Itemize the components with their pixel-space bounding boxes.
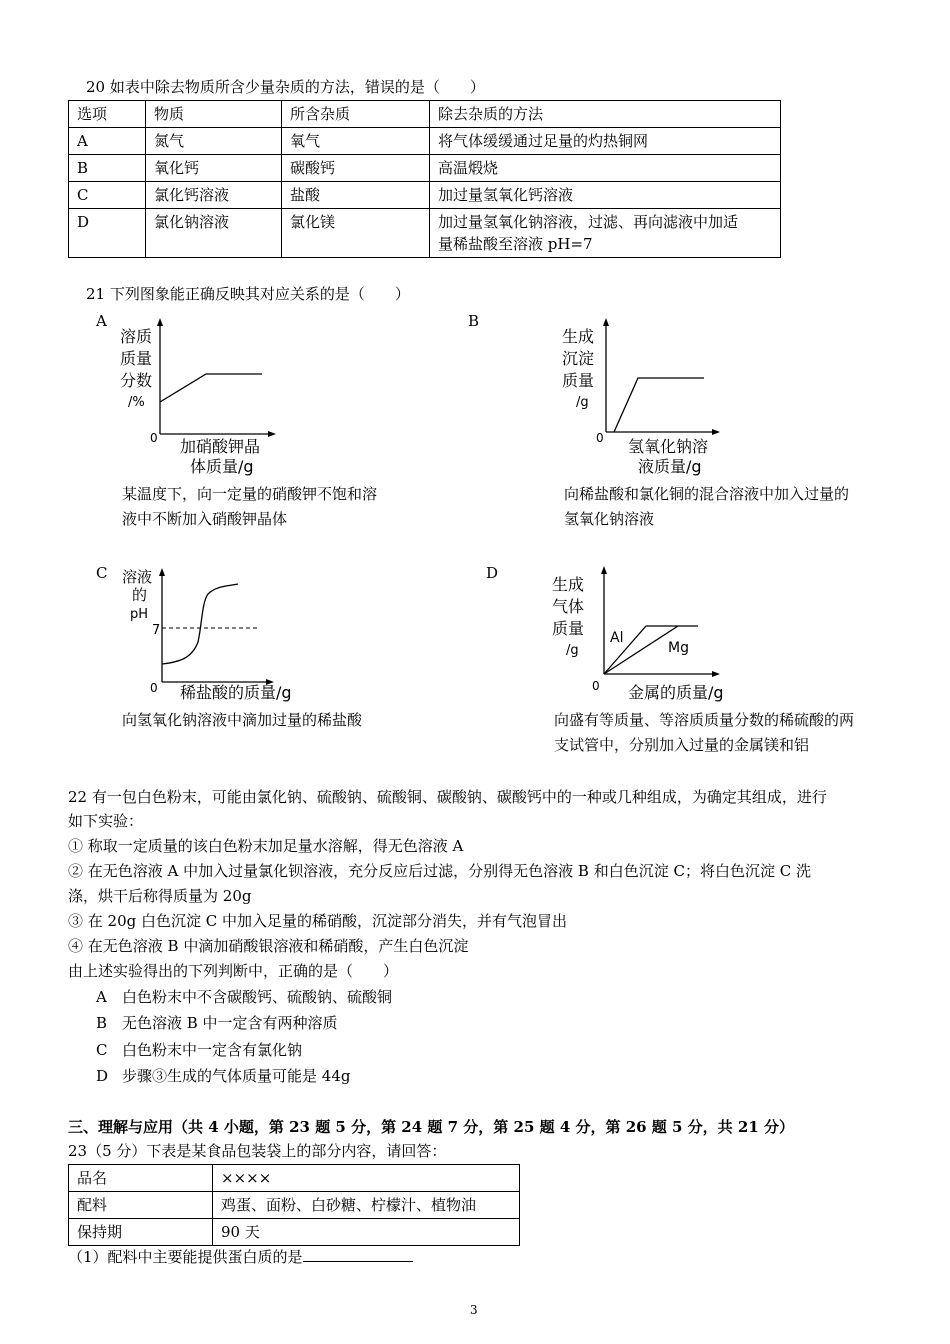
graph-d-al-label: Al — [610, 630, 624, 646]
graph-d-ylabel-3: 质量 — [552, 619, 585, 638]
graph-c-caption-1: 向氢氧化钠溶液中滴加过量的稀盐酸 — [122, 711, 363, 729]
graph-a-letter: A — [96, 312, 107, 330]
cell-value: 鸡蛋、面粉、白砂糖、柠檬汁、植物油 — [213, 1192, 520, 1219]
cell-impurity: 盐酸 — [282, 182, 430, 209]
q22-option-text: 白色粉末中不含碳酸钙、硫酸钠、硫酸铜 — [122, 988, 393, 1006]
q22-line: ④ 在无色溶液 B 中滴加硝酸银溶液和稀硝酸，产生白色沉淀 — [68, 937, 469, 955]
graph-c-origin: 0 — [150, 681, 158, 695]
graph-b-ylabel-1: 生成 — [562, 327, 595, 346]
table-row — [69, 155, 781, 182]
q22-line: 如下实验： — [68, 812, 144, 830]
cell-option: D — [69, 209, 146, 258]
cell-key: 配料 — [69, 1192, 213, 1219]
q20-table — [68, 100, 781, 258]
graph-a-xlabel-1: 加硝酸钾晶 — [180, 437, 261, 456]
cell-option: C — [69, 182, 146, 209]
graph-a-caption-1: 某温度下，向一定量的硝酸钾不饱和溶 — [122, 485, 378, 503]
graph-b-ylabel-3: 质量 — [562, 371, 595, 390]
q22-line: ① 称取一定质量的该白色粉末加足量水溶解，得无色溶液 A — [68, 837, 464, 855]
section3-heading: 三、理解与应用（共 4 小题，第 23 题 5 分，第 24 题 7 分，第 25 题 4 分，第 26 题 5 分，共 21 分） — [68, 1118, 795, 1136]
graph-b-xlabel-2: 液质量/g — [638, 457, 702, 476]
q22-line: 22 有一包白色粉末，可能由氯化钠、硫酸钠、硫酸铜、碳酸钠、碳酸钙中的一种或几种组成，为确定其组成，进行 — [68, 788, 827, 806]
graph-b-origin: 0 — [596, 431, 604, 445]
cell-substance: 氯化钙溶液 — [146, 182, 282, 209]
graph-d-ylabel-1: 生成 — [552, 575, 585, 594]
answer-blank[interactable] — [303, 1245, 413, 1262]
graph-c-ylabel-3: pH — [130, 607, 149, 622]
cell-value: 90 天 — [213, 1219, 520, 1246]
cell-method: 加过量氢氧化钙溶液 — [430, 182, 781, 209]
graph-d-origin: 0 — [592, 679, 600, 693]
graph-b-caption-1: 向稀盐酸和氯化铜的混合溶液中加入过量的 — [564, 485, 850, 503]
q22-option-letter: D — [96, 1067, 109, 1085]
graph-c-xlabel: 稀盐酸的质量/g — [180, 683, 292, 702]
q20-stem: 20 如表中除去物质所含少量杂质的方法，错误的是（ ） — [86, 78, 485, 96]
graph-b-ylabel-4: /g — [576, 395, 589, 410]
graph-a-ylabel-3: 分数 — [120, 371, 153, 390]
q23-sub1-text: （1）配料中主要能提供蛋白质的是 — [68, 1248, 303, 1266]
method-line: 加过量氢氧化钠溶液，过滤、再向滤液中加适 — [438, 213, 739, 231]
page-number: 3 — [470, 1303, 478, 1317]
graph-b-y-arrow — [603, 318, 609, 326]
method-line: 量稀盐酸至溶液 pH=7 — [438, 235, 593, 253]
graph-d-letter: D — [486, 564, 499, 582]
graph-c-seven: 7 — [152, 623, 161, 638]
q22-option-text: 无色溶液 B 中一定含有两种溶质 — [122, 1014, 338, 1032]
q23-table — [68, 1164, 520, 1246]
graph-a-ylabel-4: /% — [128, 395, 145, 410]
table-header-row — [69, 101, 781, 128]
graph-b-caption-2: 氢氧化钠溶液 — [564, 510, 655, 528]
q22-option-letter: C — [96, 1041, 108, 1059]
q22-option-letter: B — [96, 1014, 108, 1032]
graph-d-caption-2: 支试管中，分别加入过量的金属镁和铝 — [554, 736, 810, 754]
graph-d-xlabel: 金属的质量/g — [628, 683, 724, 702]
cell-method: 高温煅烧 — [430, 155, 781, 182]
graph-a-y-arrow — [157, 318, 163, 326]
graph-a — [110, 312, 290, 482]
graph-d-x-arrow — [712, 671, 720, 677]
cell-key: 保持期 — [69, 1219, 213, 1246]
graph-b-curve — [614, 378, 704, 432]
cell-impurity: 氧气 — [282, 128, 430, 155]
graph-d-y-arrow — [601, 566, 607, 574]
graph-c-ylabel-1: 溶液 — [122, 568, 153, 586]
graph-c — [110, 562, 310, 707]
header-option: 选项 — [69, 101, 146, 128]
graph-b-ylabel-2: 沉淀 — [562, 349, 595, 368]
graph-c-y-arrow — [159, 568, 165, 576]
graph-a-curve — [160, 374, 262, 402]
q22-line: ③ 在 20g 白色沉淀 C 中加入足量的稀硝酸，沉淀部分消失，并有气泡冒出 — [68, 912, 568, 930]
graph-a-ylabel-1: 溶质 — [120, 327, 153, 346]
graph-d-ylabel-4: /g — [566, 643, 579, 658]
graph-a-origin: 0 — [150, 431, 158, 445]
graph-a-x-arrow — [268, 431, 276, 437]
q21-stem: 21 下列图象能正确反映其对应关系的是（ ） — [86, 285, 410, 303]
cell-method — [430, 209, 781, 258]
cell-method: 将气体缓缓通过足量的灼热铜网 — [430, 128, 781, 155]
q22-line: 由上述实验得出的下列判断中，正确的是（ ） — [68, 962, 399, 980]
graph-c-curve — [162, 584, 238, 664]
graph-d — [550, 562, 750, 707]
q23-sub1 — [68, 1245, 413, 1267]
graph-a-ylabel-2: 质量 — [120, 349, 153, 368]
cell-option: B — [69, 155, 146, 182]
table-row — [69, 128, 781, 155]
header-impurity: 所含杂质 — [282, 101, 430, 128]
header-substance: 物质 — [146, 101, 282, 128]
graph-b — [552, 312, 732, 482]
cell-substance: 氯化钠溶液 — [146, 209, 282, 258]
graph-b-xlabel-1: 氢氧化钠溶 — [628, 437, 709, 456]
graph-a-caption-2: 液中不断加入硝酸钾晶体 — [122, 510, 288, 528]
q22-line: 涤，烘干后称得质量为 20g — [68, 887, 252, 905]
table-row — [69, 182, 781, 209]
table-row — [69, 1192, 520, 1219]
cell-impurity: 氯化镁 — [282, 209, 430, 258]
cell-key: 品名 — [69, 1165, 213, 1192]
graph-c-ylabel-2: 的 — [132, 586, 148, 604]
graph-b-letter: B — [468, 312, 480, 330]
q22-line: ② 在无色溶液 A 中加入过量氯化钡溶液，充分反应后过滤，分别得无色溶液 B 和白色沉淀 C；将白色沉淀 C 洗 — [68, 862, 811, 880]
table-row — [69, 209, 781, 258]
graph-a-xlabel-2: 体质量/g — [190, 457, 254, 476]
cell-substance: 氮气 — [146, 128, 282, 155]
graph-d-ylabel-2: 气体 — [552, 597, 585, 616]
q22-option-letter: A — [96, 988, 107, 1006]
table-row — [69, 1165, 520, 1192]
q22-option-text: 步骤③生成的气体质量可能是 44g — [122, 1067, 351, 1085]
header-method: 除去杂质的方法 — [430, 101, 781, 128]
q23-stem: 23（5 分）下表是某食品包装袋上的部分内容，请回答： — [68, 1142, 447, 1160]
graph-d-caption-1: 向盛有等质量、等溶质质量分数的稀硫酸的两 — [554, 711, 855, 729]
cell-substance: 氧化钙 — [146, 155, 282, 182]
cell-option: A — [69, 128, 146, 155]
graph-b-x-arrow — [712, 429, 720, 435]
cell-value: ×××× — [213, 1165, 520, 1192]
cell-impurity: 碳酸钙 — [282, 155, 430, 182]
q22-option-text: 白色粉末中一定含有氯化钠 — [122, 1041, 303, 1059]
graph-d-mg-label: Mg — [668, 640, 689, 656]
graph-c-letter: C — [96, 564, 108, 582]
table-row — [69, 1219, 520, 1246]
